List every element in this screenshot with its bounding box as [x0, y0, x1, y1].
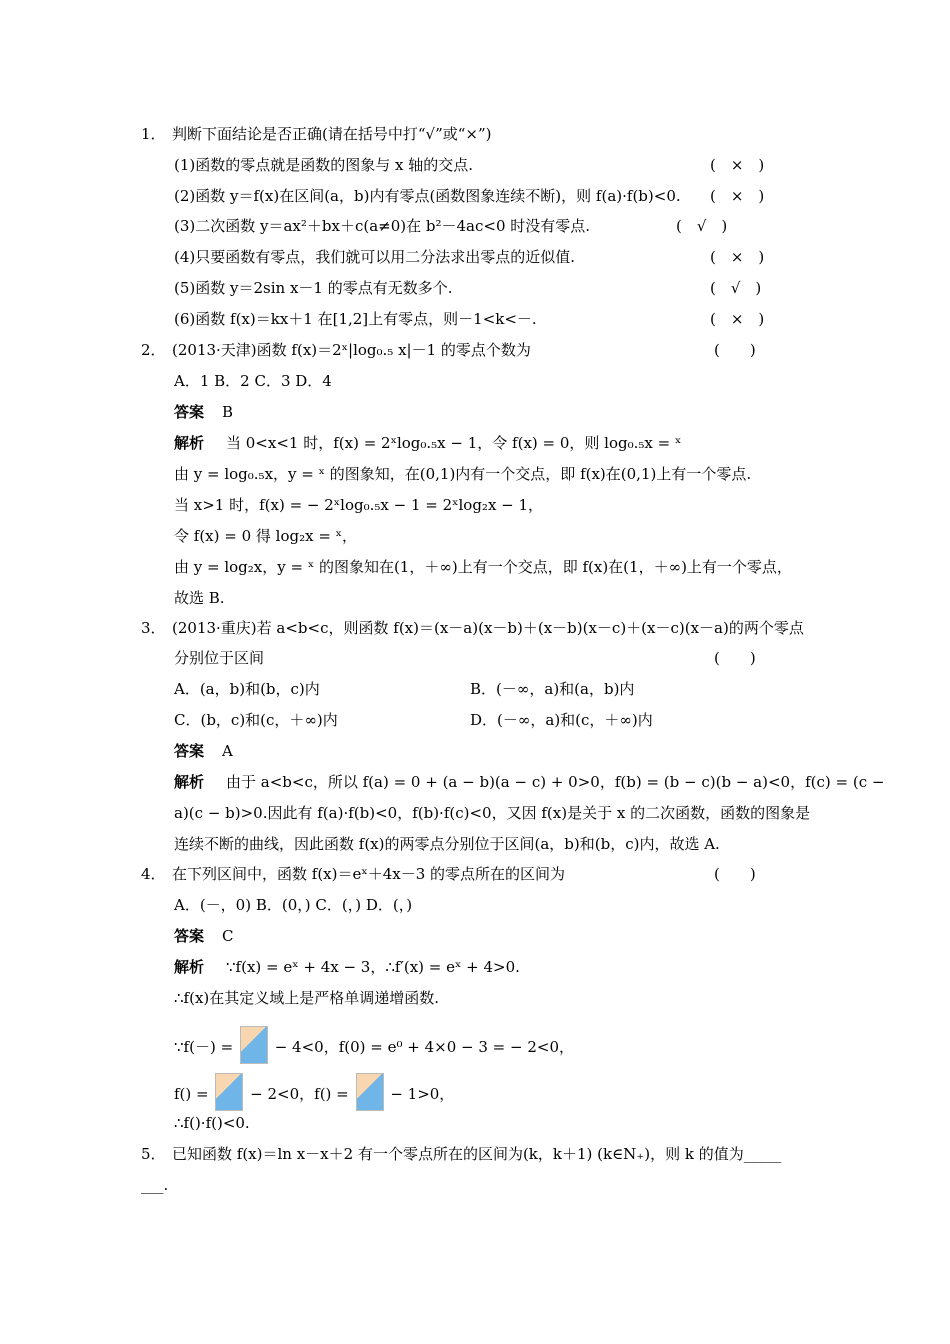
q1-item-text: (2)函数 y＝f(x)在区间(a，b)内有零点(函数图象连续不断)，则 f(a)·f(b)<0.: [174, 187, 681, 205]
q2-analysis-text: 由 y = log₂x，y = ˣ 的图象知在(1，＋∞)上有一个交点，即 f(x)在(1，＋∞)上有一个零点，: [174, 558, 792, 576]
q3-analysis-text: 由于 a<b<c，所以 f(a) = 0 + (a − b)(a − c) + 0>0，f(b) = (b − c)(b − a)<0，f(c) = (c −: [226, 773, 885, 791]
q3-answer-value: A: [222, 742, 233, 760]
q2-analysis-text: 当 0<x<1 时，f(x) = 2ˣlog₀.₅x − 1，令 f(x) = 0，则 log₀.₅x = ˣ: [226, 434, 682, 452]
q1-item-mark: ( √ ): [710, 279, 762, 297]
q2-analysis-label: 解析: [174, 434, 205, 452]
q2-answer-value: B: [222, 403, 234, 421]
q1-stem: 判断下面结论是否正确(请在括号中打“√”或“×”): [172, 125, 492, 143]
q4-stem: 在下列区间中，函数 f(x)＝eˣ＋4x－3 的零点所在的区间为: [172, 865, 566, 883]
q2-analysis-text: 故选 B.: [174, 589, 225, 607]
q1-item-text: (5)函数 y＝2sin x－1 的零点有无数多个.: [174, 279, 453, 297]
q2-analysis-text: 令 f(x) = 0 得 log₂x = ˣ，: [174, 527, 358, 545]
q4-answer-label: 答案: [174, 927, 205, 945]
fraction-image-icon: [215, 1073, 243, 1111]
q1-item-text: (6)函数 f(x)＝kx＋1 在[1,2]上有零点，则－1<k<－.: [174, 310, 537, 328]
q2-answer-paren: ( ): [714, 341, 756, 359]
q4-analysis-text: ∵f(－) =: [174, 1038, 234, 1056]
q1-item-text: (3)二次函数 y＝ax²＋bx＋c(a≠0)在 b²－4ac<0 时没有零点.: [174, 217, 591, 235]
q2-number: 2．: [141, 341, 166, 359]
q1-item-mark: ( × ): [710, 187, 765, 205]
q3-stem-cont: 分别位于区间: [174, 649, 265, 667]
q3-option-c: C．(b，c)和(c，＋∞)内: [174, 711, 338, 729]
q5-number: 5．: [141, 1145, 166, 1163]
q2-options-text: A．1 B．2 C．3 D．4: [174, 372, 332, 390]
q4-options-text: A．(－，0) B．(0，) C．(，) D．(，): [174, 896, 413, 914]
q1-item-mark: ( √ ): [676, 217, 728, 235]
q3-answer-paren: ( ): [714, 649, 756, 667]
q5-blank-tail: ___.: [141, 1176, 169, 1194]
q2-stem: (2013·天津)函数 f(x)＝2ˣ|log₀.₅ x|－1 的零点个数为: [172, 341, 531, 359]
q4-analysis-text: − 1>0，: [390, 1085, 455, 1103]
q1-item-text: (1)函数的零点就是函数的图象与 x 轴的交点.: [174, 156, 474, 174]
q1-item-mark: ( × ): [710, 310, 765, 328]
q4-answer-paren: ( ): [714, 865, 756, 883]
q4-analysis-text: f() =: [174, 1085, 209, 1103]
q3-option-d: D．(－∞，a)和(c，＋∞)内: [470, 711, 653, 729]
q5-stem: 已知函数 f(x)＝ln x－x＋2 有一个零点所在的区间为(k，k＋1) (k∈N₊)，则 k 的值为_____: [172, 1145, 782, 1163]
q3-answer-label: 答案: [174, 742, 205, 760]
fraction-image-icon: [240, 1026, 268, 1064]
q4-analysis-text: ∴f()·f()<0.: [174, 1114, 250, 1132]
q4-analysis-text: ∵f(x) = eˣ + 4x − 3，∴f′(x) = eˣ + 4>0.: [226, 958, 520, 976]
q4-number: 4．: [141, 865, 166, 883]
q3-number: 3．: [141, 619, 166, 637]
q4-analysis-text: ∴f(x)在其定义域上是严格单调递增函数.: [174, 989, 440, 1007]
q1-item-mark: ( × ): [710, 156, 765, 174]
q1-item-text: (4)只要函数有零点，我们就可以用二分法求出零点的近似值.: [174, 248, 576, 266]
q2-answer-label: 答案: [174, 403, 205, 421]
q1-number: 1．: [141, 125, 166, 143]
q3-analysis-text: a)(c − b)>0.因此有 f(a)·f(b)<0，f(b)·f(c)<0，又因 f(x)是关于 x 的二次函数，函数的图象是: [174, 804, 811, 822]
q3-stem: (2013·重庆)若 a<b<c，则函数 f(x)＝(x－a)(x－b)＋(x－b)(x－c)＋(x－c)(x－a)的两个零点: [172, 619, 804, 637]
q4-analysis-text: − 4<0，f(0) = e⁰ + 4×0 − 3 = − 2<0，: [274, 1038, 574, 1056]
q4-analysis-label: 解析: [174, 958, 205, 976]
q4-analysis-text: − 2<0，f() =: [250, 1085, 349, 1103]
fraction-image-icon: [356, 1073, 384, 1111]
q3-option-a: A．(a，b)和(b，c)内: [174, 680, 320, 698]
q1-item-mark: ( × ): [710, 248, 765, 266]
q4-answer-value: C: [222, 927, 234, 945]
q2-analysis-text: 由 y = log₀.₅x，y = ˣ 的图象知，在(0,1)内有一个交点，即 f(x)在(0,1)上有一个零点.: [174, 465, 752, 483]
q2-analysis-text: 当 x>1 时，f(x) = − 2ˣlog₀.₅x − 1 = 2ˣlog₂x − 1，: [174, 496, 544, 514]
q3-analysis-label: 解析: [174, 773, 205, 791]
q3-option-b: B．(－∞，a)和(a，b)内: [470, 680, 635, 698]
q3-analysis-text: 连续不断的曲线，因此函数 f(x)的两零点分别位于区间(a，b)和(b，c)内，故选 A.: [174, 835, 720, 853]
